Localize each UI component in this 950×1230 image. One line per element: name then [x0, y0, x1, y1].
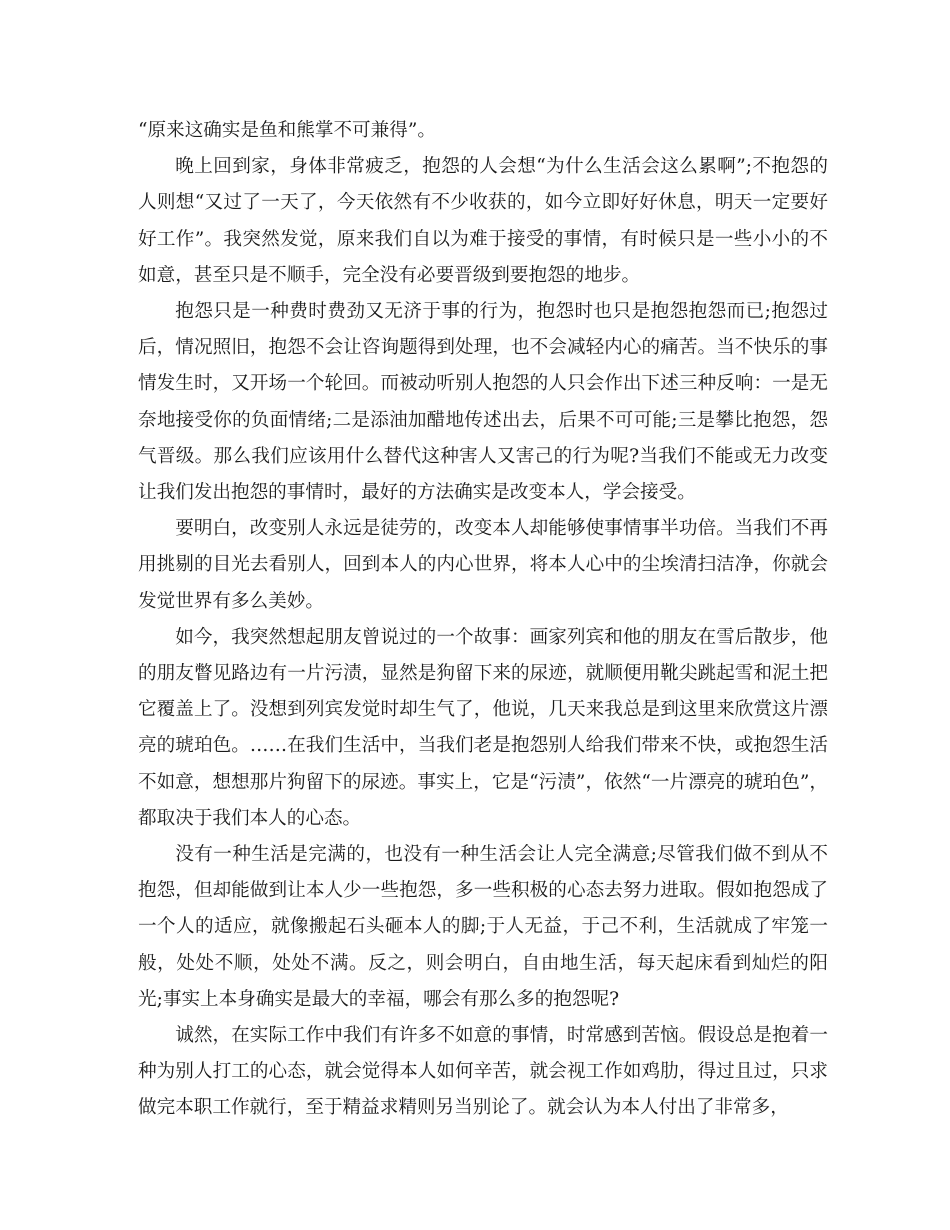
paragraph-7: 诚然，在实际工作中我们有许多不如意的事情，时常感到苦恼。假设总是抱着一种为别人打工的心态，就会觉得本人如何辛苦，就会视工作如鸡肋，得过且过，只求做完本职工作就行，至于精益求精则另当别论了。就会认为本人付出了非常多， [138, 1025, 828, 1119]
document-body [138, 113, 828, 1127]
paragraph-2: 晚上回到家，身体非常疲乏，抱怨的人会想“为什么生活会这么累啊”;不抱怨的人则想“又过了一天了，今天依然有不少收获的，如今立即好好休息，明天一定要好好工作”。我突然发觉，原来我们自以为难于接受的事情，有时候只是一些小小的不如意，甚至只是不顺手，完全没有必要晋级到要抱怨的地步。 [138, 156, 828, 286]
paragraph-4: 要明白，改变别人永远是徒劳的，改变本人却能够使事情事半功倍。当我们不再用挑剔的目光去看别人，回到本人的内心世界，将本人心中的尘埃清扫洁净，你就会发觉世界有多么美妙。 [138, 518, 828, 612]
paragraph-3: 抱怨只是一种费时费劲又无济于事的行为，抱怨时也只是抱怨抱怨而已;抱怨过后，情况照旧，抱怨不会让咨询题得到处理，也不会减轻内心的痛苦。当不快乐的事情发生时，又开场一个轮回。而被动听别人抱怨的人只会作出下述三种反响：一是无奈地接受你的负面情绪;二是添油加醋地传述出去，后果不可可能;三是攀比抱怨，怨气晋级。那么我们应该用什么替代这种害人又害己的行为呢?当我们不能或无力改变让我们发出抱怨的事情时，最好的方法确实是改变本人，学会接受。 [138, 301, 828, 504]
paragraph-5: 如今，我突然想起朋友曾说过的一个故事：画家列宾和他的朋友在雪后散步，他的朋友瞥见路边有一片污渍，显然是狗留下来的尿迹，就顺便用靴尖跳起雪和泥土把它覆盖上了。没想到列宾发觉时却生气了，他说，几天来我总是到这里来欣赏这片漂亮的琥珀色。……在我们生活中，当我们老是抱怨别人给我们带来不快，或抱怨生活不如意，想想那片狗留下的尿迹。事实上，它是“污渍”，依然“一片漂亮的琥珀色”，都取决于我们本人的心态。 [138, 626, 828, 829]
paragraph-1: “原来这确实是鱼和熊掌不可兼得”。 [138, 120, 436, 141]
paragraph-6: 没有一种生活是完满的，也没有一种生活会让人完全满意;尽管我们做不到从不抱怨，但却能做到让本人少一些抱怨，多一些积极的心态去努力进取。假如抱怨成了一个人的适应，就像搬起石头砸本人的脚;于人无益，于己不利，生活就成了牢笼一般，处处不顺，处处不满。反之，则会明白，自由地生活，每天起床看到灿烂的阳光;事实上本身确实是最大的幸福，哪会有那么多的抱怨呢? [138, 844, 828, 1010]
